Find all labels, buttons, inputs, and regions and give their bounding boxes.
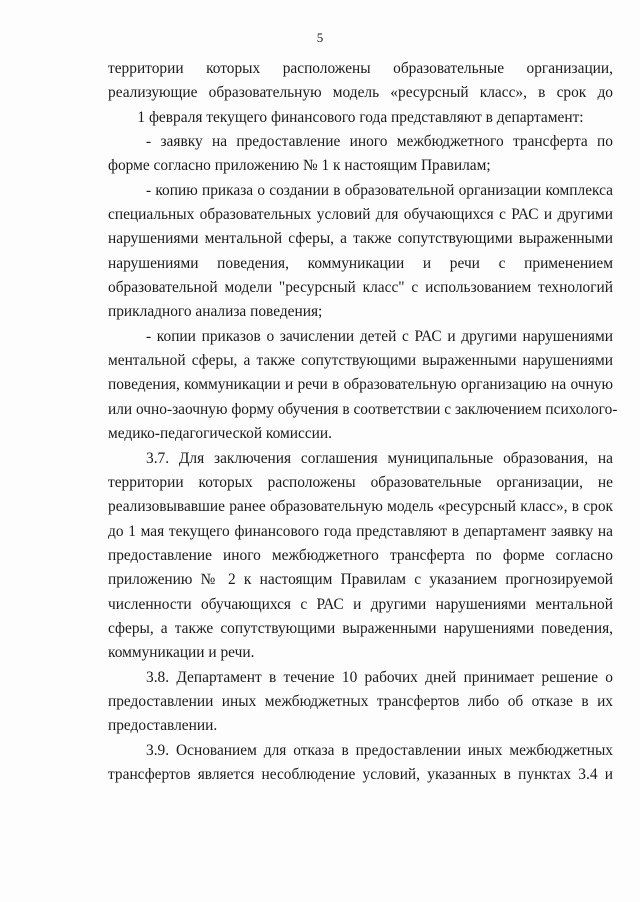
text-line: нарушениями поведения, коммуникации и речи с применением [108, 254, 613, 272]
text-line: приложению № 2 к настоящим Правилам с указанием прогнозируемой [108, 571, 613, 589]
text-line: трансфертов является несоблюдение условий, указанных в пунктах 3.4 и [108, 765, 613, 783]
text-line: реализовывавшие ранее образовательную модель «ресурсный класс», в срок [108, 498, 613, 516]
page-number: 5 [316, 30, 324, 45]
text-line: территории которых расположены образовательные организации, [108, 60, 613, 77]
text-line: реализующие образовательную модель «ресурсный класс», в срок до [108, 84, 613, 102]
text-line: численности обучающихся с РАС и другими нарушениями ментальной [108, 595, 613, 613]
text-line: 3.8. Департамент в течение 10 рабочих дней принимает решение о [146, 668, 613, 686]
text-line: медико-педагогической комиссии. [108, 425, 332, 443]
text-line: 3.9. Основанием для отказа в предоставлении иных межбюджетных [146, 741, 613, 759]
text-line: - копии приказов о зачислении детей с РАС и другими нарушениями [146, 327, 613, 345]
text-line: до 1 мая текущего финансового года представляют в департамент заявку на [108, 522, 613, 540]
text-line: - заявку на предоставление иного межбюджетного трансферта по [146, 133, 613, 151]
text-line: предоставлении. [108, 717, 218, 735]
text-line: предоставлении иных межбюджетных трансфертов либо об отказе в их [108, 692, 613, 710]
text-line: поведения, коммуникации и речи в образовательную организацию на очную [108, 376, 613, 394]
text-line: или очно-заочную форму обучения в соответствии с заключением психолого- [108, 400, 618, 418]
text-line: территории которых расположены образовательные организации, не [108, 473, 613, 491]
text-line: 1 февраля текущего финансового года представляют в департамент: [137, 108, 584, 126]
text-line: ментальной сферы, а также сопутствующими выраженными нарушениями [108, 352, 613, 370]
text-line: прикладного анализа поведения; [108, 303, 323, 321]
text-line: специальных образовательных условий для обучающихся с РАС и другими [108, 206, 613, 224]
body-text [108, 57, 618, 787]
text-line: коммуникации и речи. [108, 644, 255, 662]
text-line: 3.7. Для заключения соглашения муниципальные образования, на [146, 449, 613, 467]
text-line: нарушениями ментальной сферы, а также сопутствующими выраженными [108, 230, 613, 248]
text-line: форме согласно приложению № 1 к настоящим Правилам; [108, 157, 491, 175]
text-line: - копию приказа о создании в образовательной организации комплекса [146, 181, 613, 199]
text-line: предоставление иного межбюджетного трансферта по форме согласно [108, 546, 613, 564]
text-line: сферы, а также сопутствующими выраженными нарушениями поведения, [108, 619, 613, 637]
text-line: образовательной модели "ресурсный класс" с использованием технологий [108, 279, 613, 297]
